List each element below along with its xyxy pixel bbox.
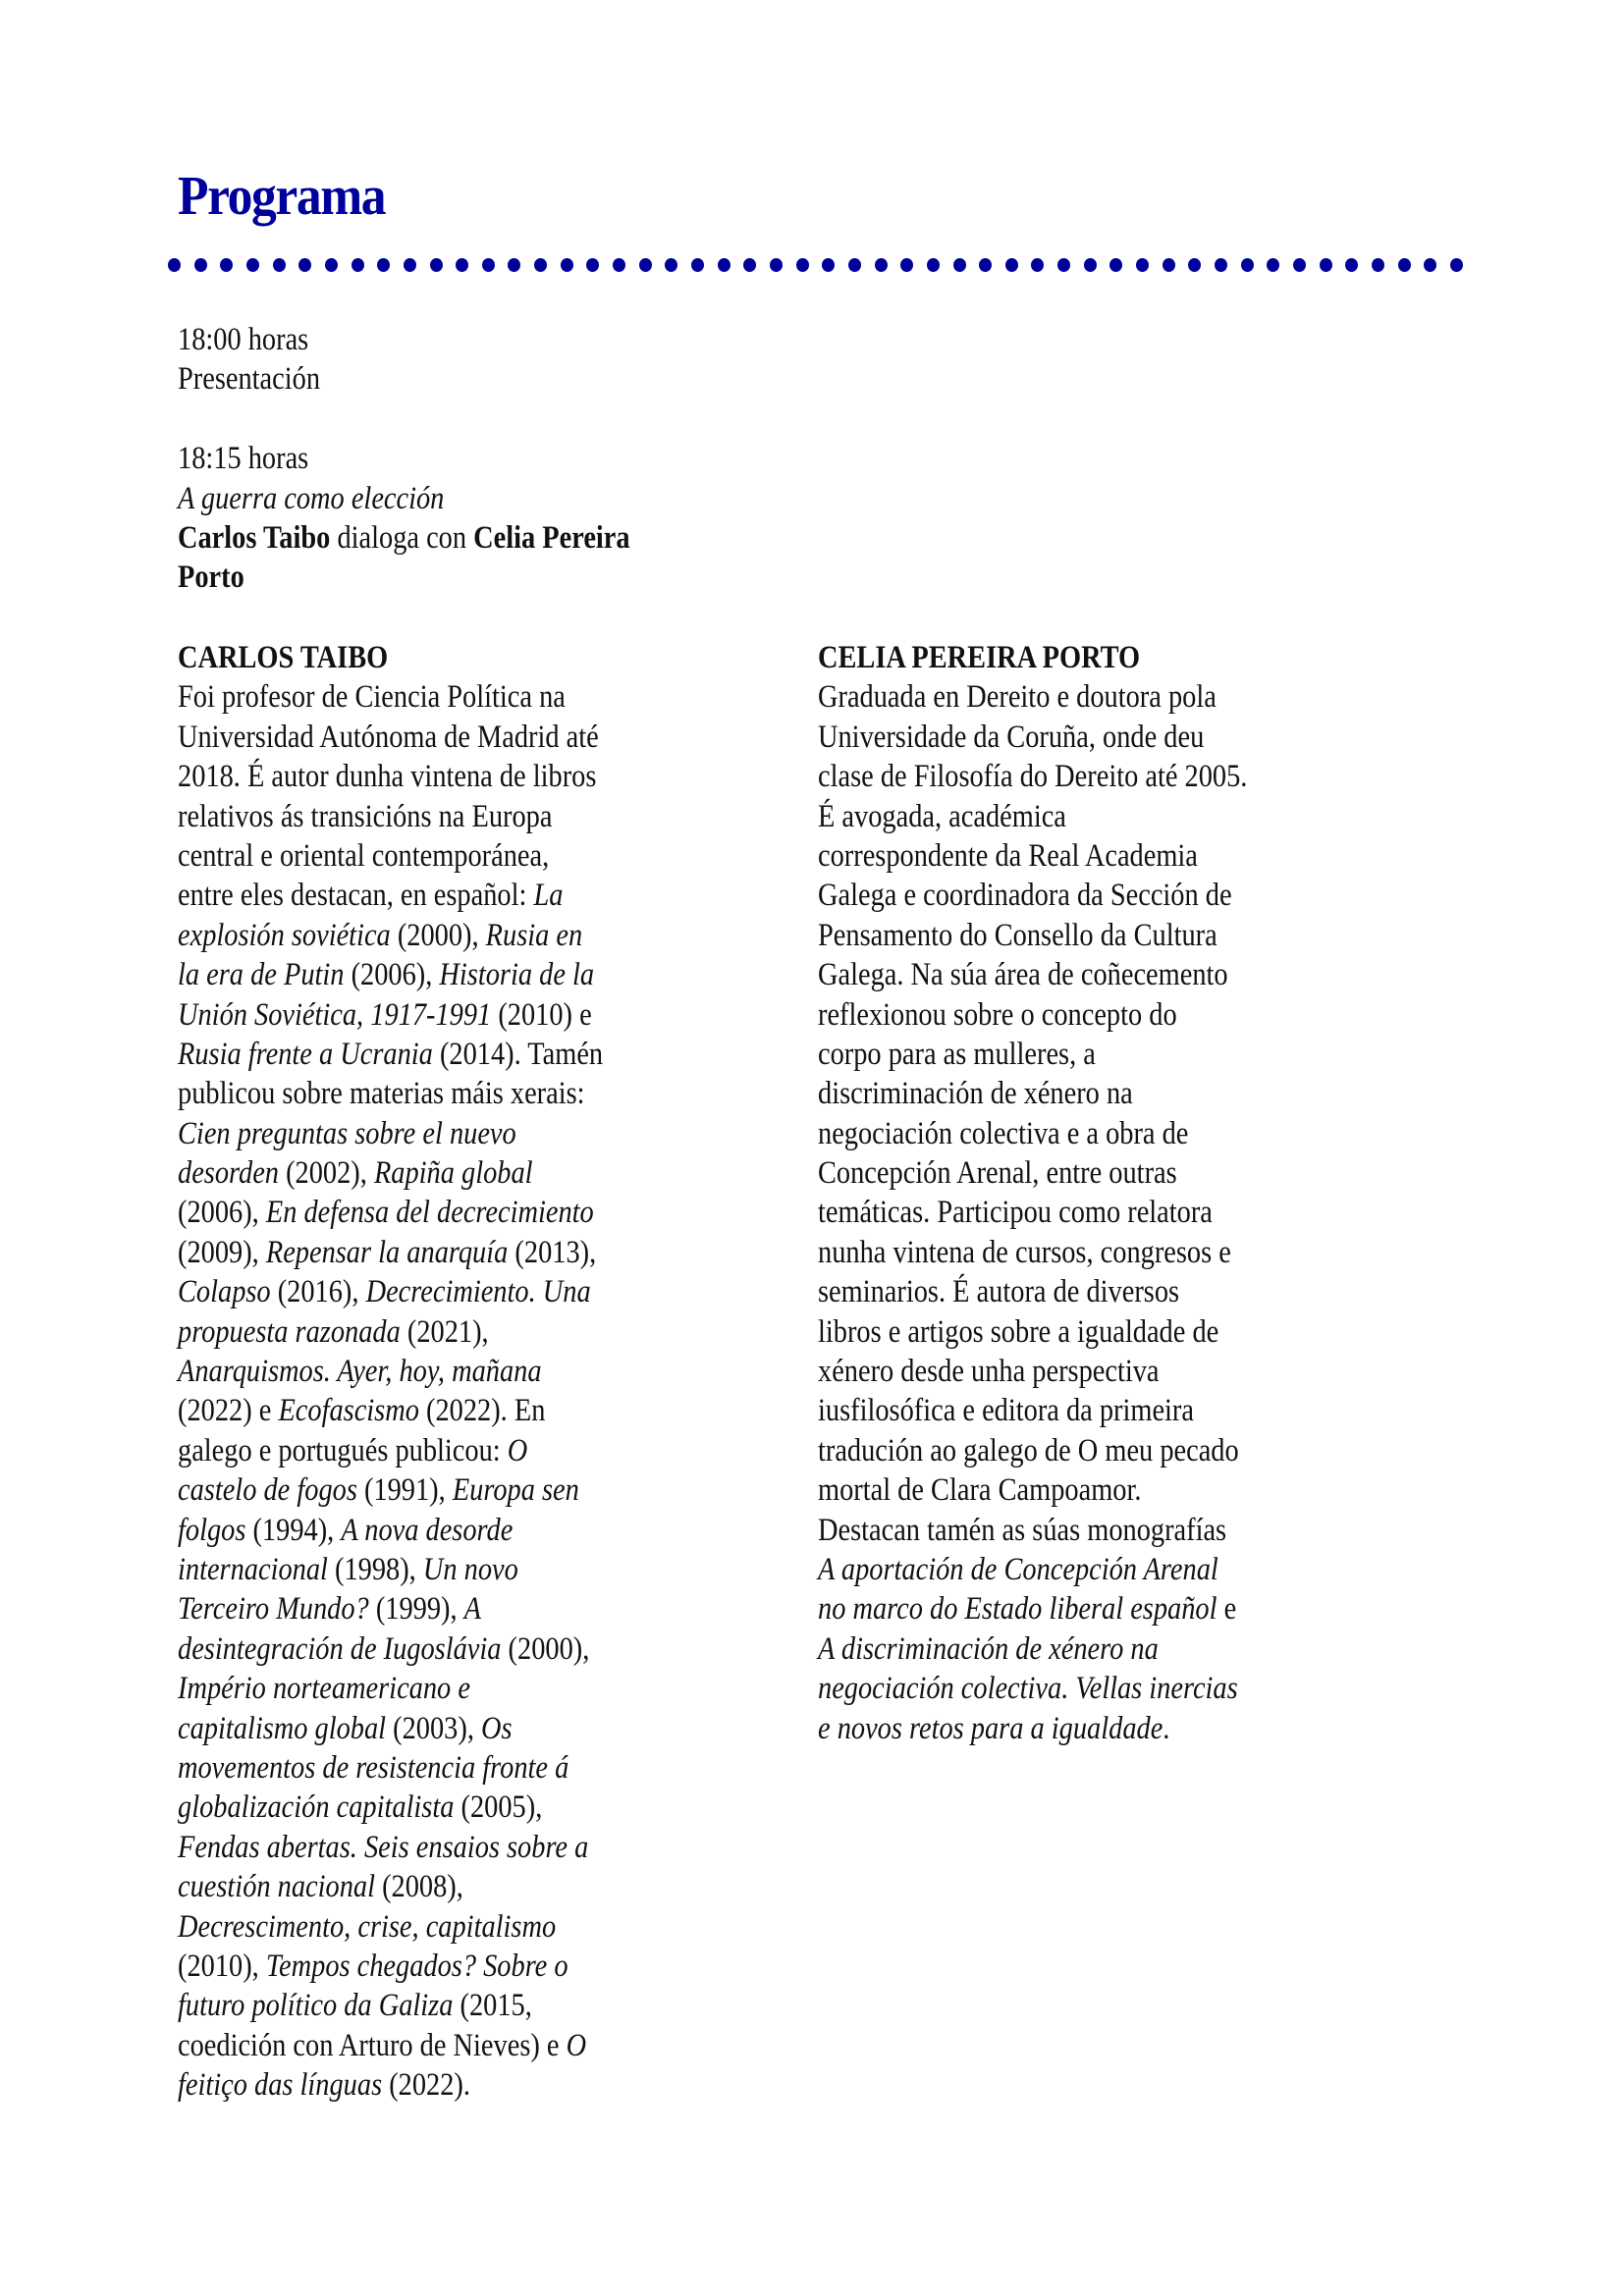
speaker-1: Carlos Taibo xyxy=(178,519,331,556)
bio-line xyxy=(818,1352,1247,1391)
page-title: Programa xyxy=(178,166,386,227)
bio-line xyxy=(818,1233,1247,1272)
divider-dot xyxy=(770,258,783,272)
bio-text-run: entre eles destacan, en español: xyxy=(178,878,534,914)
divider-dot xyxy=(796,258,809,272)
schedule-event-title-2: A guerra como elección xyxy=(178,480,445,516)
divider-dot xyxy=(1005,258,1018,272)
bio-line xyxy=(818,916,1247,955)
bio-line xyxy=(178,1352,603,1391)
bio-text-run: (2006), xyxy=(178,1195,266,1231)
divider-dot xyxy=(718,258,730,272)
bio-line xyxy=(178,995,603,1035)
bio-line xyxy=(178,1629,603,1669)
bio-line xyxy=(818,1511,1247,1550)
book-title: Tempos chegados? Sobre o xyxy=(265,1948,568,1984)
divider-dot xyxy=(743,258,756,272)
bio-line xyxy=(178,1947,603,1986)
book-title: Rusia en xyxy=(485,917,583,953)
bio-line xyxy=(178,1986,603,2025)
bio-celia-pereira-porto xyxy=(818,638,1318,1748)
book-title: Historia de la xyxy=(439,957,595,993)
divider-dot xyxy=(586,258,599,272)
bio-text-run: negociación colectiva e a obra de xyxy=(818,1115,1189,1151)
bio-line xyxy=(818,1589,1247,1629)
divider-dot xyxy=(456,258,468,272)
divider-dot xyxy=(822,258,835,272)
bio-line xyxy=(178,1511,603,1550)
bio-name: CARLOS TAIBO xyxy=(178,640,389,675)
schedule-speakers xyxy=(178,518,630,558)
bio-line xyxy=(818,995,1247,1035)
bio-line xyxy=(818,1391,1247,1430)
bio-text-run: coedición con Arturo de Nieves) e xyxy=(178,2027,567,2063)
bio-line xyxy=(818,1114,1247,1153)
bio-text-run: Pensamento do Consello da Cultura xyxy=(818,917,1217,953)
bio-text-run: (1991), xyxy=(356,1472,453,1509)
bio-line xyxy=(178,2065,603,2105)
book-title: propuesta razonada xyxy=(178,1313,401,1350)
bio-text-run: (1998), xyxy=(327,1551,423,1587)
book-title: Colapso xyxy=(178,1274,271,1310)
book-title: folgos xyxy=(178,1512,246,1548)
dotted-divider xyxy=(168,258,1474,272)
bio-text-run: (2006), xyxy=(344,957,440,993)
book-title: Império norteamericano e xyxy=(178,1671,470,1707)
divider-dot xyxy=(325,258,338,272)
bio-text-run: (2010) e xyxy=(491,996,592,1033)
bio-line xyxy=(818,1074,1247,1113)
book-title: capitalismo global xyxy=(178,1710,387,1746)
speaker-connector: dialoga con xyxy=(330,519,474,556)
book-title: A xyxy=(463,1591,482,1628)
divider-dot xyxy=(1031,258,1044,272)
bio-line xyxy=(178,757,603,796)
schedule-time-1: 18:00 horas xyxy=(178,322,309,357)
bio-line xyxy=(178,1828,603,1867)
divider-dot xyxy=(1241,258,1254,272)
divider-dot xyxy=(534,258,547,272)
book-title: Decrescimento, crise, capitalismo xyxy=(178,1908,557,1945)
speaker-2-cont: Porto xyxy=(178,560,244,596)
divider-dot xyxy=(220,258,233,272)
bio-line xyxy=(818,1431,1247,1470)
divider-dot xyxy=(1215,258,1227,272)
bio-text-run: Universidad Autónoma de Madrid até xyxy=(178,719,599,755)
book-title: futuro político da Galiza xyxy=(178,1988,454,2024)
book-title: feitiço das línguas xyxy=(178,2067,383,2104)
book-title: A aportación de Concepción Arenal xyxy=(818,1551,1218,1587)
bio-line xyxy=(818,677,1247,717)
divider-dot xyxy=(298,258,311,272)
bio-text-run: (2000), xyxy=(390,917,486,953)
divider-dot xyxy=(1136,258,1149,272)
bio-line xyxy=(178,1589,603,1629)
divider-dot xyxy=(194,258,207,272)
book-title: castelo de fogos xyxy=(178,1472,357,1509)
bio-text-run: galego e portugués publicou: xyxy=(178,1432,508,1468)
bio-line xyxy=(818,1709,1247,1748)
bio-line xyxy=(178,1907,603,1947)
bio-line xyxy=(178,836,603,876)
bio-text-run: xénero desde unha perspectiva xyxy=(818,1354,1160,1390)
bio-line xyxy=(818,1193,1247,1232)
bio-text xyxy=(818,677,1318,1748)
bio-text-run: Galega. Na súa área de coñecemento xyxy=(818,957,1228,993)
bio-line xyxy=(178,1709,603,1748)
book-title: A discriminación de xénero na xyxy=(818,1630,1159,1667)
bio-line xyxy=(818,1153,1247,1193)
book-title: En defensa del decrecimiento xyxy=(265,1195,594,1231)
bio-text-run: (1994), xyxy=(245,1512,342,1548)
bio-text-run: e xyxy=(1217,1591,1237,1628)
divider-dot xyxy=(430,258,443,272)
book-title: Terceiro Mundo? xyxy=(178,1591,369,1628)
divider-dot xyxy=(875,258,888,272)
bio-line xyxy=(178,1788,603,1827)
book-title: desorden xyxy=(178,1155,279,1192)
bio-text-run: (2022). xyxy=(382,2067,470,2104)
bio-line xyxy=(818,757,1247,796)
bio-text-run: Graduada en Dereito e doutora pola xyxy=(818,679,1217,716)
book-title: negociación colectiva. Vellas inercias xyxy=(818,1671,1238,1707)
divider-dot xyxy=(1084,258,1097,272)
book-title: explosión soviética xyxy=(178,917,391,953)
book-title: Rusia frente a Ucrania xyxy=(178,1036,433,1072)
bio-text-run: central e oriental contemporánea, xyxy=(178,837,550,874)
bio-text-run: . xyxy=(1163,1710,1170,1746)
divider-dot xyxy=(1293,258,1306,272)
book-title: O xyxy=(566,2027,587,2063)
bio-text-run: (2022) e xyxy=(178,1393,279,1429)
divider-dot xyxy=(273,258,286,272)
divider-dot xyxy=(404,258,416,272)
bio-line xyxy=(178,1074,603,1113)
bio-text-run: clase de Filosofía do Dereito até 2005. xyxy=(818,759,1248,795)
book-title: Anarquismos. Ayer, hoy, mañana xyxy=(178,1354,542,1390)
bio-text-run: (2003), xyxy=(386,1710,482,1746)
bio-line xyxy=(818,1272,1247,1311)
bio-text-run: Universidade da Coruña, onde deu xyxy=(818,719,1205,755)
bio-text-run: É avogada, académica xyxy=(818,798,1066,834)
bio-line xyxy=(818,1470,1247,1510)
bio-text-run: correspondente da Real Academia xyxy=(818,837,1198,874)
divider-dot xyxy=(665,258,677,272)
book-title: Unión Soviética, 1917-1991 xyxy=(178,996,492,1033)
divider-dot xyxy=(508,258,520,272)
divider-dot xyxy=(482,258,495,272)
bio-text-run: Foi profesor de Ciencia Política na xyxy=(178,679,566,716)
bio-line xyxy=(818,718,1247,757)
bio-text-run: relativos ás transicións na Europa xyxy=(178,798,553,834)
book-title: Fendas abertas. Seis ensaios sobre a xyxy=(178,1829,589,1865)
divider-dot xyxy=(1320,258,1332,272)
divider-dot xyxy=(1163,258,1175,272)
book-title: no marco do Estado liberal español xyxy=(818,1591,1217,1628)
bio-line xyxy=(818,797,1247,836)
bio-line xyxy=(178,955,603,994)
divider-dot xyxy=(168,258,181,272)
bio-text-run: (2016), xyxy=(270,1274,366,1310)
book-title: Rapiña global xyxy=(373,1155,533,1192)
bio-text-run: nunha vintena de cursos, congresos e xyxy=(818,1234,1231,1270)
divider-dot xyxy=(1109,258,1122,272)
divider-dot xyxy=(953,258,966,272)
bio-line xyxy=(818,1035,1247,1074)
bio-line xyxy=(178,797,603,836)
book-title: cuestión nacional xyxy=(178,1869,375,1905)
divider-dot xyxy=(979,258,992,272)
book-title: la era de Putin xyxy=(178,957,345,993)
bio-line xyxy=(818,1669,1247,1708)
bio-line xyxy=(818,1550,1247,1589)
schedule-time-2: 18:15 horas xyxy=(178,441,309,477)
book-title: Cien preguntas sobre el nuevo xyxy=(178,1115,516,1151)
bio-text-run: (2009), xyxy=(178,1234,266,1270)
bio-text-run: (2005), xyxy=(454,1789,543,1826)
bio-line xyxy=(178,1748,603,1788)
bio-text-run: (2013), xyxy=(508,1234,597,1270)
book-title: Os xyxy=(481,1710,513,1746)
book-title: Europa sen xyxy=(452,1472,579,1509)
bio-line xyxy=(818,955,1247,994)
divider-dot xyxy=(1188,258,1201,272)
bio-line xyxy=(178,2026,603,2065)
bio-text-run: Destacan tamén as súas monografías xyxy=(818,1512,1227,1548)
bio-line xyxy=(818,876,1247,915)
bio-line xyxy=(178,1272,603,1311)
bio-line xyxy=(178,1153,603,1193)
divider-dot xyxy=(927,258,940,272)
divider-dot xyxy=(691,258,704,272)
book-title: internacional xyxy=(178,1551,328,1587)
book-title: movementos de resistencia fronte á xyxy=(178,1749,569,1786)
bio-line xyxy=(818,1312,1247,1352)
divider-dot xyxy=(848,258,861,272)
bio-text-run: corpo para as mulleres, a xyxy=(818,1036,1096,1072)
bio-text-run: 2018. É autor dunha vintena de libros xyxy=(178,759,597,795)
bio-line xyxy=(178,718,603,757)
bio-line xyxy=(178,677,603,717)
divider-dot xyxy=(1057,258,1070,272)
bio-text-run: (2022). En xyxy=(418,1393,546,1429)
bio-text xyxy=(178,677,673,2105)
bio-line xyxy=(178,876,603,915)
divider-dot xyxy=(561,258,573,272)
bio-text-run: (2002), xyxy=(278,1155,374,1192)
bio-line xyxy=(178,1312,603,1352)
bio-text-run: publicou sobre materias máis xerais: xyxy=(178,1076,585,1112)
book-title: Ecofascismo xyxy=(278,1393,419,1429)
bio-text-run: mortal de Clara Campoamor. xyxy=(818,1472,1142,1509)
bio-text-run: Concepción Arenal, entre outras xyxy=(818,1155,1177,1192)
bio-text-run: (2008), xyxy=(374,1869,463,1905)
bio-text-run: (2000), xyxy=(501,1630,590,1667)
bio-line xyxy=(178,1669,603,1708)
bio-line xyxy=(818,836,1247,876)
bio-text-run: iusfilosófica e editora da primeira xyxy=(818,1393,1194,1429)
divider-dot xyxy=(639,258,652,272)
bio-line xyxy=(178,1550,603,1589)
bio-line xyxy=(178,1233,603,1272)
bio-line xyxy=(178,1867,603,1906)
bio-line xyxy=(178,1431,603,1470)
bio-line xyxy=(178,1391,603,1430)
book-title: Repensar la anarquía xyxy=(265,1234,509,1270)
divider-dot xyxy=(1450,258,1463,272)
bio-text-run: (2021), xyxy=(400,1313,489,1350)
divider-dot xyxy=(900,258,913,272)
bio-text-run: libros e artigos sobre a igualdade de xyxy=(818,1313,1219,1350)
bio-line xyxy=(178,1114,603,1153)
book-title: desintegración de Iugoslávia xyxy=(178,1630,502,1667)
bio-line xyxy=(178,1035,603,1074)
book-title: Un novo xyxy=(422,1551,518,1587)
bio-line xyxy=(178,1193,603,1232)
bio-line xyxy=(178,916,603,955)
book-title: La xyxy=(533,878,564,914)
bio-text-run: (2014). Tamén xyxy=(432,1036,604,1072)
bio-text-run: reflexionou sobre o concepto do xyxy=(818,996,1177,1033)
divider-dot xyxy=(246,258,259,272)
book-title: e novos retos para a igualdade xyxy=(818,1710,1163,1746)
bio-line xyxy=(818,1629,1247,1669)
divider-dot xyxy=(1345,258,1358,272)
bio-text-run: (2010), xyxy=(178,1948,266,1984)
bio-text-run: seminarios. É autora de diversos xyxy=(818,1274,1180,1310)
bio-text-run: (1999), xyxy=(368,1591,464,1628)
bio-line xyxy=(178,1470,603,1510)
divider-dot xyxy=(1372,258,1384,272)
bio-text-run: (2015, xyxy=(453,1988,532,2024)
divider-dot xyxy=(1424,258,1436,272)
book-title: A nova desorde xyxy=(341,1512,514,1548)
divider-dot xyxy=(377,258,390,272)
schedule xyxy=(178,320,704,598)
divider-dot xyxy=(352,258,364,272)
bio-carlos-taibo xyxy=(178,638,673,2105)
bio-text-run: discriminación de xénero na xyxy=(818,1076,1133,1112)
divider-dot xyxy=(1267,258,1279,272)
bio-text-run: tradución ao galego de O meu pecado xyxy=(818,1432,1239,1468)
book-title: O xyxy=(507,1432,528,1468)
divider-dot xyxy=(1398,258,1411,272)
bio-text-run: temáticas. Participou como relatora xyxy=(818,1195,1213,1231)
divider-dot xyxy=(613,258,625,272)
speaker-2: Celia Pereira xyxy=(473,519,630,556)
book-title: Decrecimiento. Una xyxy=(365,1274,591,1310)
book-title: globalización capitalista xyxy=(178,1789,455,1826)
bio-text-run: Galega e coordinadora da Sección de xyxy=(818,878,1232,914)
bio-name: CELIA PEREIRA PORTO xyxy=(818,640,1141,675)
schedule-event-1: Presentación xyxy=(178,361,321,398)
